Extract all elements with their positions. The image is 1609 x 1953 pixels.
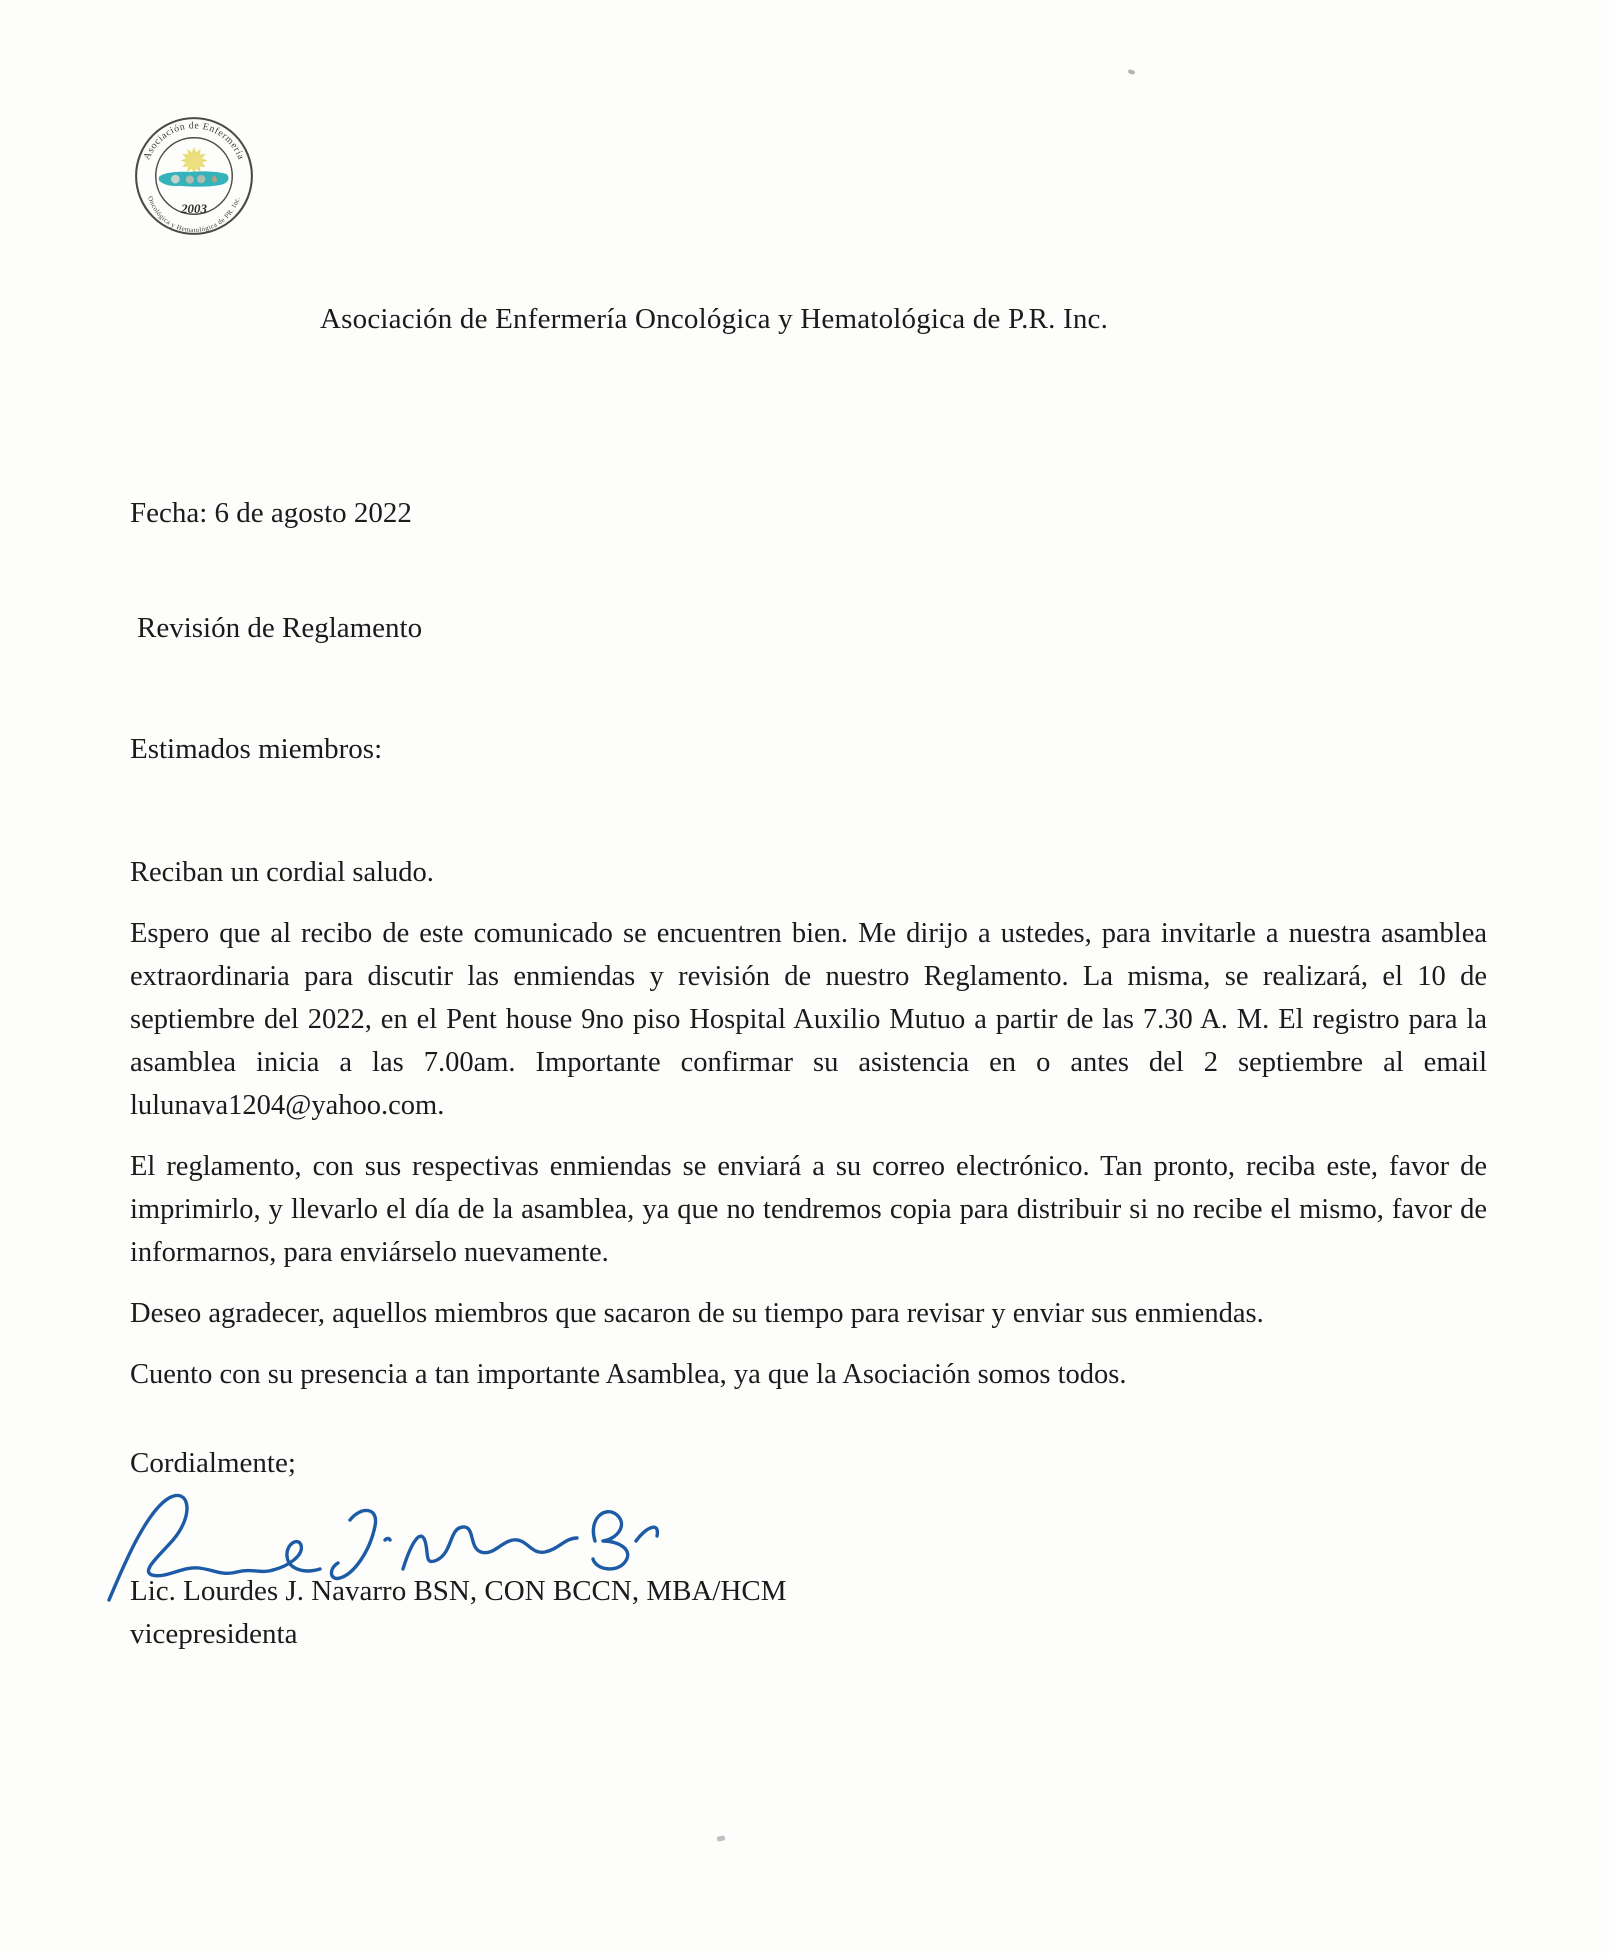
- signer-name: Lic. Lourdes J. Navarro BSN, CON BCCN, MBA/HCM: [130, 1575, 787, 1607]
- association-seal-logo: [133, 112, 255, 240]
- scan-artifact: [717, 1835, 726, 1842]
- letterhead-title: Asociación de Enfermería Oncológica y Hematológica de P.R. Inc.: [320, 303, 1109, 335]
- body-paragraph: Cuento con su presencia a tan importante Asamblea, ya que la Asociación somos todos.: [130, 1359, 1127, 1390]
- subject-line: Revisión de Reglamento: [137, 612, 423, 644]
- salutation: Estimados miembros:: [130, 733, 383, 765]
- closing-line: Cordialmente;: [130, 1447, 296, 1479]
- signer-role: vicepresidenta: [130, 1618, 298, 1650]
- sun-icon: [181, 147, 208, 174]
- greeting-line: Reciban un cordial saludo.: [130, 857, 434, 888]
- letter-body: [130, 851, 1487, 1414]
- body-paragraph: Deseo agradecer, aquellos miembros que sacaron de su tiempo para revisar y enviar sus enmiendas.: [130, 1298, 1264, 1329]
- scan-artifact: [1128, 69, 1136, 75]
- seal-arc-top-text: Asociación de Enfermería: [141, 120, 247, 162]
- island-icon: [159, 171, 229, 186]
- body-paragraph: Espero que al recibo de este comunicado se encuentren bien. Me dirijo a ustedes, para invitarle a nuestra asamblea extraordinaria para discutir las enmiendas y revisión de nuestro Reglamento. La misma, se realizará, el 10 de septiembre del 2022, en el Pent house 9no piso Hospital Auxilio Mutuo a partir de las 7.30 A. M. El registro para la asamblea inicia a las 7.00am. Importante confirmar su asistencia en o antes del 2 septiembre al email lulunava1204@yahoo.com.: [130, 918, 1487, 1121]
- seal-icon: [133, 112, 255, 240]
- body-paragraph: El reglamento, con sus respectivas enmiendas se enviará a su correo electrónico. Tan pronto, reciba este, favor de imprimirlo, y llevarlo el día de la asamblea, ya que no tendremos copia para distribuir si no recibe el mismo, favor de informarnos, para enviárselo nuevamente.: [130, 1151, 1487, 1268]
- seal-year-text: 2003: [181, 201, 207, 217]
- seal-arc-bottom-text: Oncológica y Hematológica de PR. Inc.: [146, 195, 242, 235]
- date-line: Fecha: 6 de agosto 2022: [130, 497, 412, 529]
